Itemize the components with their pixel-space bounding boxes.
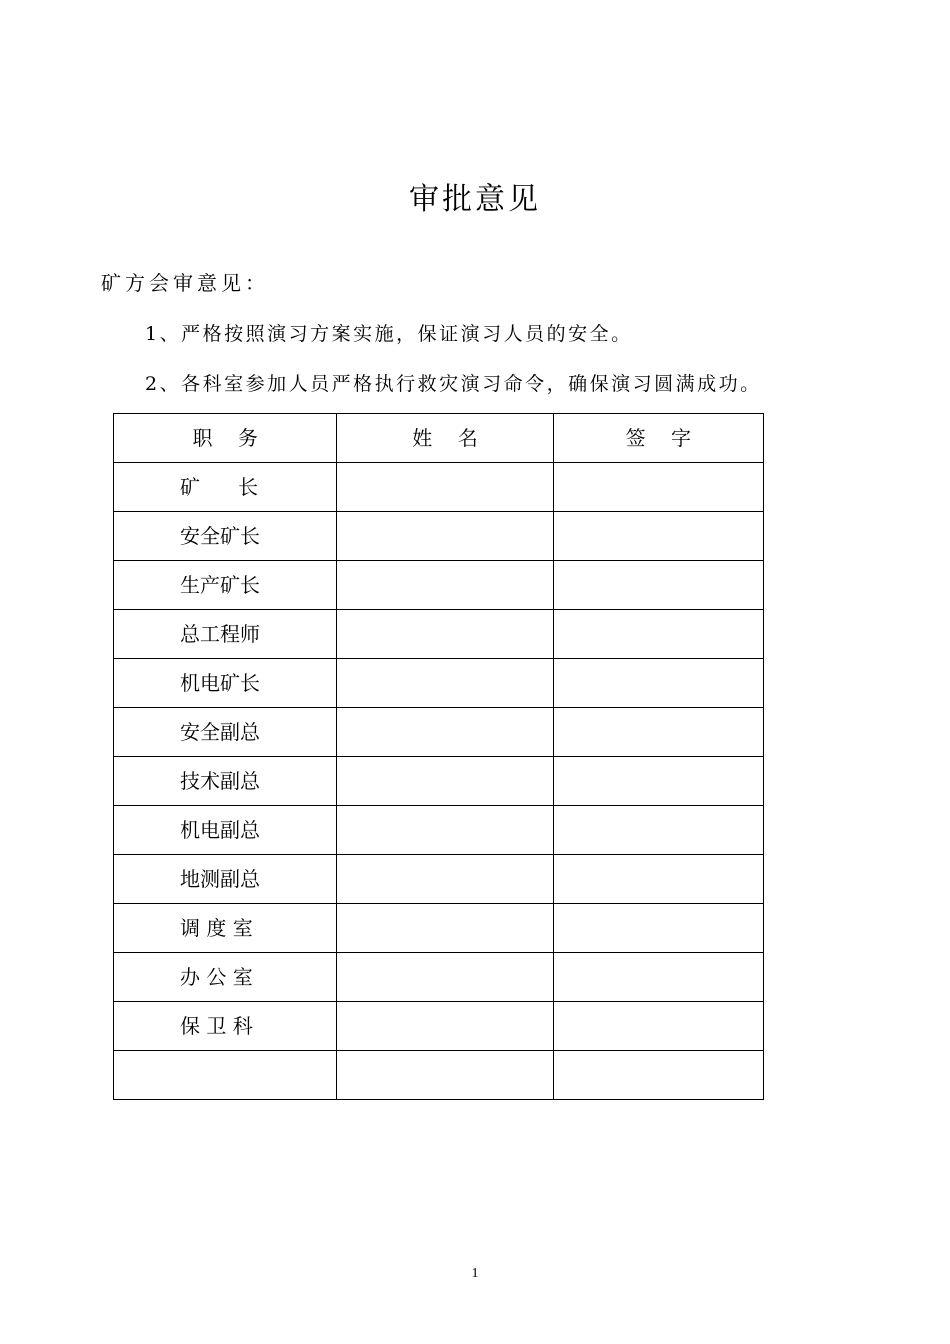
role-cell: 技术副总: [114, 757, 337, 806]
page-number: 1: [471, 1266, 479, 1281]
name-cell[interactable]: [337, 610, 553, 659]
role-cell[interactable]: [114, 1051, 337, 1100]
signature-cell[interactable]: [553, 1051, 763, 1100]
role-cell: 矿 长: [114, 463, 337, 512]
table-row: [114, 855, 764, 904]
role-cell: 机电矿长: [114, 659, 337, 708]
signature-cell[interactable]: [553, 904, 763, 953]
signature-cell[interactable]: [553, 953, 763, 1002]
signature-cell[interactable]: [553, 806, 763, 855]
signature-cell[interactable]: [553, 855, 763, 904]
signature-cell[interactable]: [553, 561, 763, 610]
table-row: [114, 757, 764, 806]
table-row: [114, 904, 764, 953]
name-cell[interactable]: [337, 757, 553, 806]
name-cell[interactable]: [337, 904, 553, 953]
table-row: [114, 708, 764, 757]
header-name: 姓 名: [337, 414, 553, 463]
signature-cell[interactable]: [553, 463, 763, 512]
table-row: [114, 806, 764, 855]
signature-cell[interactable]: [553, 512, 763, 561]
role-cell: 总工程师: [114, 610, 337, 659]
name-cell[interactable]: [337, 953, 553, 1002]
role-cell: 安全副总: [114, 708, 337, 757]
page-title: 审批意见: [409, 182, 541, 217]
name-cell[interactable]: [337, 463, 553, 512]
opinion-item-1: 1、严格按照演习方案实施，保证演习人员的安全。: [145, 323, 633, 345]
signature-cell[interactable]: [553, 659, 763, 708]
name-cell[interactable]: [337, 1002, 553, 1051]
signature-cell[interactable]: [553, 708, 763, 757]
role-cell: 办 公 室: [114, 953, 337, 1002]
signature-cell[interactable]: [553, 610, 763, 659]
table-row: [114, 512, 764, 561]
table-row: [114, 610, 764, 659]
signature-cell[interactable]: [553, 1002, 763, 1051]
table-row: [114, 1002, 764, 1051]
role-cell: 调 度 室: [114, 904, 337, 953]
role-cell: 安全矿长: [114, 512, 337, 561]
table-row: [114, 1051, 764, 1100]
role-cell: 生产矿长: [114, 561, 337, 610]
signature-cell[interactable]: [553, 757, 763, 806]
section-heading: 矿方会审意见：: [101, 271, 269, 295]
signature-table: [113, 413, 764, 1100]
name-cell[interactable]: [337, 806, 553, 855]
name-cell[interactable]: [337, 561, 553, 610]
role-cell: 保 卫 科: [114, 1002, 337, 1051]
name-cell[interactable]: [337, 1051, 553, 1100]
role-cell: 机电副总: [114, 806, 337, 855]
name-cell[interactable]: [337, 659, 553, 708]
table-row: [114, 659, 764, 708]
header-signature: 签 字: [553, 414, 763, 463]
role-cell: 地测副总: [114, 855, 337, 904]
name-cell[interactable]: [337, 855, 553, 904]
opinion-item-2: 2、各科室参加人员严格执行救灾演习命令，确保演习圆满成功。: [145, 373, 762, 395]
table-row: [114, 463, 764, 512]
table-header-row: [114, 414, 764, 463]
table-row: [114, 561, 764, 610]
name-cell[interactable]: [337, 708, 553, 757]
name-cell[interactable]: [337, 512, 553, 561]
table-row: [114, 953, 764, 1002]
header-position: 职 务: [114, 414, 337, 463]
